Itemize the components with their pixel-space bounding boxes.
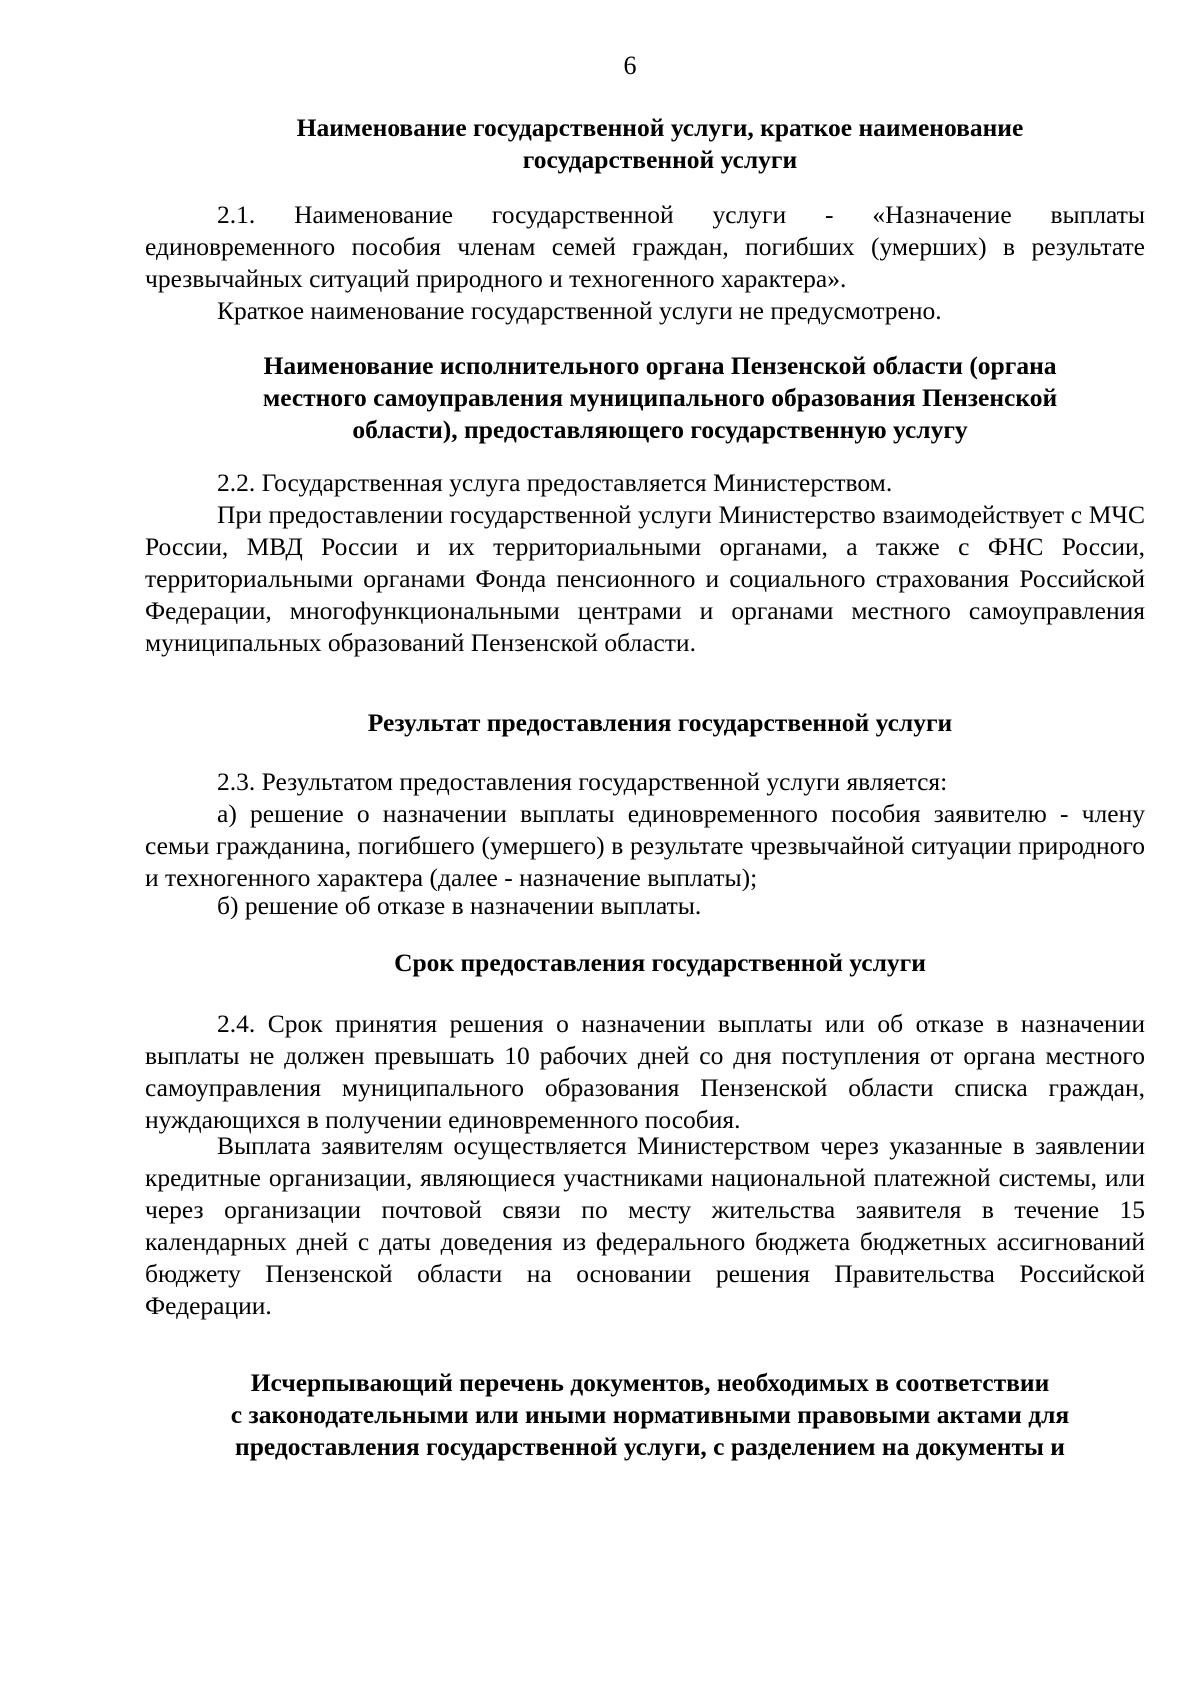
heading-line: области), предоставляющего государственную услугу — [352, 415, 968, 444]
heading-line: предоставления государственной услуги, с разделением на документы и — [235, 1432, 1065, 1461]
heading-line: с законодательными или иными нормативными правовыми актами для — [230, 1400, 1070, 1429]
paragraph-result-b: б) решение об отказе в назначении выплаты. — [217, 891, 702, 920]
paragraph-2-4: 2.4. Срок принятия решения о назначении выплаты или об отказе в назначении выплаты не должен превышать 10 рабочих дней со дня поступления от органа местного самоуправления муниципального образования Пензенской области списка граждан, нуждающихся в получении единовременного пособия. — [145, 1009, 1145, 1134]
section-heading-documents — [140, 1367, 1160, 1463]
paragraph-2-1: 2.1. Наименование государственной услуги - «Назначение выплаты единовременного пособия членам семей граждан, погибших (умерших) в результате чрезвычайных ситуаций природного и техногенного характера». — [145, 200, 1145, 293]
heading-line: Исчерпывающий перечень документов, необходимых в соответствии — [250, 1368, 1050, 1397]
heading-line: местного самоуправления муниципального образования Пензенской — [262, 383, 1058, 412]
section-heading-service-name — [180, 112, 1140, 176]
paragraph-2-2: 2.2. Государственная услуга предоставляется Министерством. — [217, 468, 893, 497]
heading-line: Наименование исполнительного органа Пензенской области (органа — [263, 351, 1057, 380]
page-number: 6 — [623, 51, 637, 80]
paragraph-payment: Выплата заявителям осуществляется Министерством через указанные в заявлении кредитные организации, являющиеся участниками национальной платежной системы, или через организации почтовой связи по месту жительства заявителя в течение 15 календарных дней с даты доведения из федерального бюджета бюджетных ассигнований бюджету Пензенской области на основании решения Правительства Российской Федерации. — [145, 1131, 1145, 1320]
heading-line: Результат предоставления государственной услуги — [367, 708, 953, 737]
paragraph-interaction: При предоставлении государственной услуги Министерство взаимодействует с МЧС России, МВД России и их территориальными органами, а также с ФНС России, территориальными органами Фонда пенсионного и социального страхования Российской Федерации, многофункциональными центрами и органами местного самоуправления муниципальных образований Пензенской области. — [145, 500, 1145, 657]
section-heading-result — [180, 707, 1140, 739]
paragraph-2-3: 2.3. Результатом предоставления государственной услуги является: — [217, 767, 948, 796]
heading-line: Наименование государственной услуги, краткое наименование — [296, 113, 1024, 142]
heading-line: государственной услуги — [522, 145, 798, 174]
heading-line: Срок предоставления государственной услуги — [394, 948, 926, 977]
paragraph-short-name: Краткое наименование государственной услуги не предусмотрено. — [217, 296, 942, 325]
section-heading-term — [180, 947, 1140, 979]
section-heading-provider — [165, 350, 1155, 446]
paragraph-result-a: а) решение о назначении выплаты единовременного пособия заявителю - члену семьи гражданина, погибшего (умершего) в результате чрезвычайной ситуации природного и техногенного характера (далее - назначение выплаты); — [145, 799, 1145, 892]
